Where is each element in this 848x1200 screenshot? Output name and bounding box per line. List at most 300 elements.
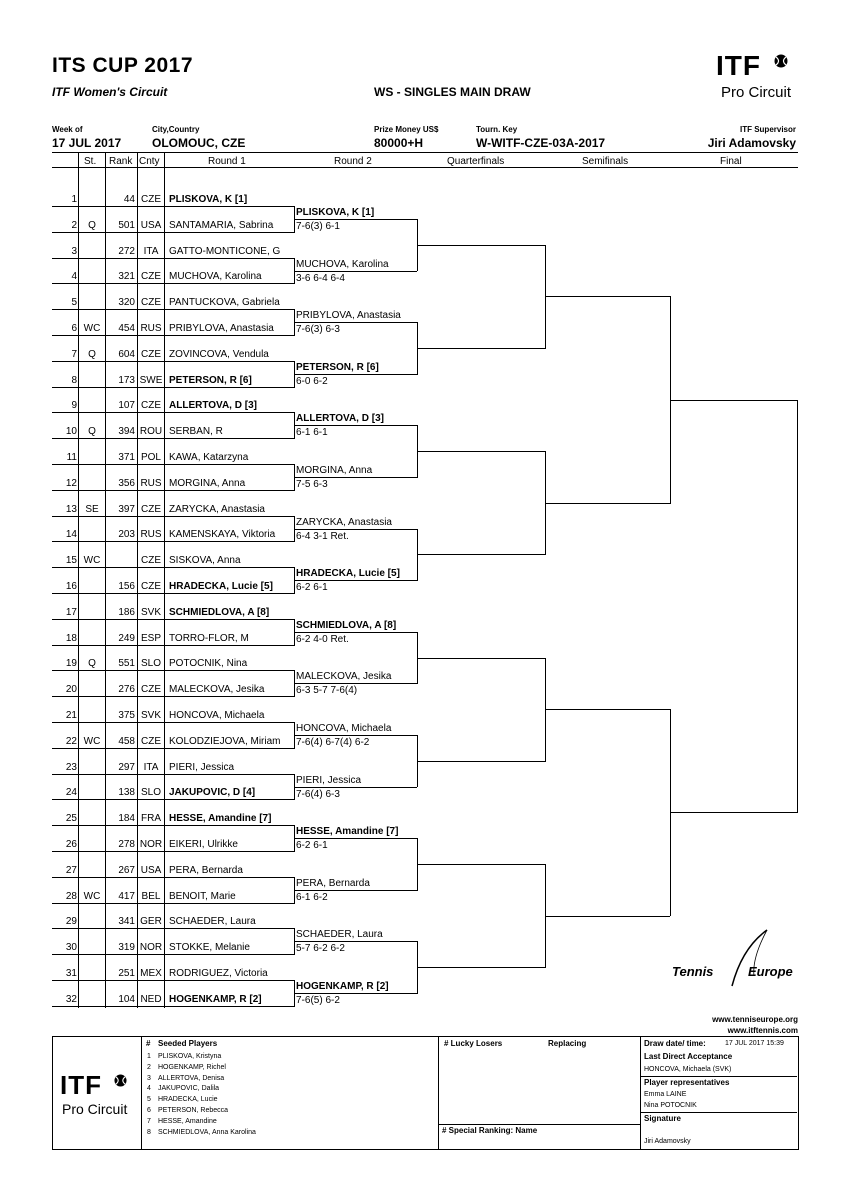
player-name[interactable]: PETERSON, R [6] bbox=[169, 374, 252, 386]
player-name[interactable]: BENOIT, Marie bbox=[169, 890, 236, 902]
round2-winner[interactable]: HOGENKAMP, R [2] bbox=[296, 980, 389, 992]
entry-status: Q bbox=[88, 348, 96, 360]
draw-position: 29 bbox=[65, 916, 77, 928]
player-rank: 397 bbox=[118, 503, 135, 515]
itf-logo-top bbox=[712, 52, 802, 104]
draw-position: 31 bbox=[65, 968, 77, 979]
draw-position: 1 bbox=[71, 194, 77, 205]
sf-line bbox=[545, 503, 670, 504]
entry-status: Q bbox=[88, 658, 96, 670]
footer-sep-r1 bbox=[641, 1076, 797, 1077]
player-rank: 551 bbox=[118, 658, 135, 670]
player-country: CZE bbox=[141, 581, 161, 592]
sponsor-url-2[interactable]: www.itftennis.com bbox=[727, 1026, 798, 1035]
tennis-europe-logo bbox=[672, 928, 802, 988]
r2-underline bbox=[294, 735, 417, 736]
round2-winner[interactable]: MORGINA, Anna bbox=[296, 464, 373, 476]
player-rank: 203 bbox=[118, 529, 135, 541]
player-name[interactable]: PIERI, Jessica bbox=[169, 761, 235, 773]
round2-winner[interactable]: ZARYCKA, Anastasia bbox=[296, 516, 392, 528]
sponsor-name-right: Europe bbox=[748, 964, 793, 979]
player-rank: 173 bbox=[118, 374, 135, 386]
player-country: NOR bbox=[139, 839, 163, 850]
player-name[interactable]: HESSE, Amandine [7] bbox=[169, 813, 272, 825]
player-name[interactable]: MORGINA, Anna bbox=[169, 477, 246, 489]
player-rank: 320 bbox=[118, 297, 135, 309]
r2-underline bbox=[294, 425, 417, 426]
player-name[interactable]: PANTUCKOVA, Gabriela bbox=[169, 297, 280, 309]
seed-player-name: HESSE, Amandine bbox=[158, 1117, 217, 1125]
player-country: ITA bbox=[143, 761, 159, 773]
player-rep-1: Emma LAINE bbox=[644, 1091, 687, 1098]
r1-underline bbox=[52, 309, 294, 310]
round2-winner[interactable]: PRIBYLOVA, Anastasia bbox=[296, 310, 401, 322]
r1-underline bbox=[52, 774, 294, 775]
r2-underline bbox=[294, 890, 417, 891]
round2-winner[interactable]: HONCOVA, Michaela bbox=[296, 722, 392, 734]
tennis-ball-icon bbox=[774, 54, 788, 68]
col-final: Final bbox=[720, 156, 742, 167]
week-label: Week of bbox=[52, 125, 83, 134]
draw-position: 6 bbox=[71, 323, 77, 334]
draw-position: 8 bbox=[71, 374, 77, 386]
player-country: CZE bbox=[141, 297, 161, 309]
draw-position: 14 bbox=[65, 529, 77, 541]
draw-position: 21 bbox=[65, 710, 77, 721]
qf-line bbox=[417, 554, 545, 555]
round2-winner[interactable]: HESSE, Amandine [7] bbox=[296, 826, 399, 838]
player-country: CZE bbox=[141, 400, 161, 412]
player-rank: 104 bbox=[118, 993, 135, 1005]
r1-underline bbox=[52, 232, 294, 233]
seed-player-name: JAKUPOVIC, Dalila bbox=[158, 1085, 220, 1093]
qf-line bbox=[417, 348, 545, 349]
r1-underline bbox=[52, 387, 294, 388]
itf-logo-text-bottom: ITF bbox=[60, 1070, 102, 1100]
round2-winner[interactable]: MUCHOVA, Karolina bbox=[296, 258, 389, 270]
r1-underline bbox=[52, 593, 294, 594]
draw-position: 19 bbox=[65, 658, 77, 670]
player-rank: 186 bbox=[118, 606, 135, 618]
player-name[interactable]: POTOCNIK, Nina bbox=[169, 658, 248, 670]
player-country: CZE bbox=[141, 348, 161, 360]
seed-player-name: SCHMIEDLOVA, Anna Karolina bbox=[158, 1128, 256, 1136]
r2-underline bbox=[294, 219, 417, 220]
draw-date-value: 17 JUL 2017 15:39 bbox=[725, 1040, 784, 1047]
r1-underline bbox=[52, 335, 294, 336]
player-rank: 394 bbox=[118, 426, 135, 438]
pro-circuit-text-bottom: Pro Circuit bbox=[62, 1101, 128, 1117]
round2-winner[interactable]: HRADECKA, Lucie [5] bbox=[296, 568, 400, 580]
round2-score: 6-2 6-1 bbox=[296, 840, 328, 852]
round2-score: 6-3 5-7 7-6(4) bbox=[296, 685, 358, 697]
player-rank: 267 bbox=[118, 864, 135, 876]
player-name[interactable]: HRADECKA, Lucie [5] bbox=[169, 581, 273, 592]
player-reps-label: Player representatives bbox=[644, 1078, 730, 1087]
itf-logo-text: ITF bbox=[716, 50, 761, 81]
player-rank: 604 bbox=[118, 348, 135, 360]
player-name[interactable]: SERBAN, R bbox=[169, 426, 223, 438]
draw-position: 18 bbox=[65, 632, 77, 644]
seed-number: 2 bbox=[147, 1063, 151, 1071]
round2-score: 7-6(3) 6-3 bbox=[296, 324, 340, 336]
round2-score: 6-0 6-2 bbox=[296, 375, 328, 387]
col-st: St. bbox=[84, 156, 97, 167]
r1-underline bbox=[52, 903, 294, 904]
player-name[interactable]: PRIBYLOVA, Anastasia bbox=[169, 323, 274, 334]
player-rank: 44 bbox=[123, 194, 135, 205]
r1-underline bbox=[52, 438, 294, 439]
r1-underline bbox=[52, 799, 294, 800]
draw-position: 15 bbox=[65, 555, 77, 567]
draw-position: 24 bbox=[65, 787, 77, 799]
player-country: SWE bbox=[139, 374, 163, 386]
player-country: POL bbox=[140, 452, 161, 463]
seeded-title: Seeded Players bbox=[158, 1039, 218, 1048]
col-cnty: Cnty bbox=[139, 156, 160, 167]
supervisor-label: ITF Supervisor bbox=[739, 125, 796, 134]
player-name[interactable]: JAKUPOVIC, D [4] bbox=[169, 787, 256, 799]
r1-underline bbox=[52, 516, 294, 517]
player-country: USA bbox=[140, 219, 162, 231]
player-country: ITA bbox=[143, 245, 159, 257]
r1-underline bbox=[52, 722, 294, 723]
seed-number: 6 bbox=[147, 1107, 151, 1114]
player-rank: 371 bbox=[118, 452, 135, 463]
player-name[interactable]: SCHAEDER, Laura bbox=[169, 916, 256, 928]
draw-position: 10 bbox=[65, 426, 77, 438]
week-value: 17 JUL 2017 bbox=[52, 136, 122, 150]
player-country: SLO bbox=[140, 658, 161, 670]
footer-sep-3 bbox=[640, 1036, 641, 1149]
player-name[interactable]: SANTAMARIA, Sabrina bbox=[169, 219, 274, 231]
r1-underline bbox=[52, 928, 294, 929]
draw-position: 11 bbox=[66, 452, 77, 463]
player-name[interactable]: STOKKE, Melanie bbox=[169, 942, 250, 954]
round2-winner[interactable]: SCHAEDER, Laura bbox=[296, 929, 383, 941]
player-name[interactable]: EIKERI, Ulrikke bbox=[169, 839, 238, 850]
footer-sep-1 bbox=[141, 1036, 142, 1149]
entry-status: Q bbox=[88, 426, 96, 438]
player-country: USA bbox=[140, 864, 162, 876]
player-country: CZE bbox=[141, 684, 161, 696]
footer-sep-ll bbox=[439, 1124, 640, 1125]
r1-underline bbox=[52, 412, 294, 413]
city-label: City,Country bbox=[152, 125, 200, 134]
entry-status: Q bbox=[88, 219, 96, 231]
round2-score: 6-2 4-0 Ret. bbox=[296, 633, 349, 645]
champion-line bbox=[797, 606, 798, 607]
player-name[interactable]: MALECKOVA, Jesika bbox=[169, 684, 265, 696]
r1-underline bbox=[52, 206, 294, 207]
player-rank: 375 bbox=[118, 710, 135, 721]
draw-position: 17 bbox=[65, 606, 77, 618]
itf-logo-bottom bbox=[56, 1072, 138, 1122]
player-country: RUS bbox=[140, 477, 162, 489]
entry-status: WC bbox=[83, 890, 101, 902]
r2-underline bbox=[294, 787, 417, 788]
round2-score: 3-6 6-4 6-4 bbox=[296, 272, 345, 284]
round2-score: 7-6(5) 6-2 bbox=[296, 994, 340, 1006]
player-name[interactable]: KAMENSKAYA, Viktoria bbox=[169, 529, 276, 541]
r1-underline bbox=[52, 980, 294, 981]
r1-underline bbox=[52, 748, 294, 749]
final-line bbox=[670, 400, 797, 401]
player-country: GER bbox=[140, 916, 162, 928]
seed-player-name: HRADECKA, Lucie bbox=[158, 1096, 218, 1104]
draw-position: 32 bbox=[65, 993, 77, 1005]
r2-underline bbox=[294, 580, 417, 581]
draw-name: WS - SINGLES MAIN DRAW bbox=[374, 85, 531, 99]
round2-score: 6-2 6-1 bbox=[296, 582, 328, 594]
player-name[interactable]: SCHMIEDLOVA, A [8] bbox=[169, 606, 270, 618]
draw-position: 22 bbox=[65, 735, 77, 747]
player-country: ESP bbox=[140, 632, 161, 644]
qf-line bbox=[417, 245, 545, 246]
qf-line bbox=[417, 864, 545, 865]
prize-label: Prize Money US$ bbox=[374, 125, 439, 134]
r1-underline bbox=[52, 619, 294, 620]
round2-score: 7-6(3) 6-1 bbox=[296, 220, 340, 232]
r1-underline bbox=[52, 490, 294, 491]
round2-score: 7-6(4) 6-7(4) 6-2 bbox=[296, 736, 370, 748]
r1-underline bbox=[52, 670, 294, 671]
r2-underline bbox=[294, 529, 417, 530]
player-name[interactable]: HONCOVA, Michaela bbox=[169, 710, 265, 721]
swoosh-icon bbox=[712, 928, 772, 988]
player-rank: 356 bbox=[118, 477, 135, 489]
player-rank: 156 bbox=[118, 581, 135, 592]
player-rank: 458 bbox=[118, 735, 135, 747]
player-rank: 138 bbox=[118, 787, 135, 799]
signature-label: Signature bbox=[644, 1114, 681, 1123]
player-rank: 341 bbox=[118, 916, 135, 928]
r2-underline bbox=[294, 838, 417, 839]
sponsor-name-left: Tennis bbox=[672, 964, 714, 979]
seed-player-name: PLISKOVA, Kristyna bbox=[158, 1053, 222, 1060]
player-rank: 501 bbox=[118, 219, 135, 231]
player-rank: 107 bbox=[118, 400, 135, 412]
player-name[interactable]: RODRIGUEZ, Victoria bbox=[169, 968, 268, 979]
col-rank: Rank bbox=[109, 156, 133, 167]
player-name[interactable]: ZARYCKA, Anastasia bbox=[169, 503, 265, 515]
player-name[interactable]: MUCHOVA, Karolina bbox=[169, 271, 262, 283]
r1-underline bbox=[52, 645, 294, 646]
draw-position: 9 bbox=[71, 400, 77, 412]
draw-position: 25 bbox=[65, 813, 77, 825]
signature-value: Jiri Adamovsky bbox=[644, 1138, 691, 1145]
player-name[interactable]: KOLODZIEJOVA, Miriam bbox=[169, 735, 281, 747]
r1-underline bbox=[52, 464, 294, 465]
supervisor-value: Jiri Adamovsky bbox=[707, 136, 796, 150]
player-rank: 454 bbox=[118, 323, 135, 334]
seed-number: 8 bbox=[147, 1128, 151, 1136]
entry-status: WC bbox=[83, 555, 101, 567]
player-country: SVK bbox=[140, 710, 161, 721]
r2-underline bbox=[294, 683, 417, 684]
round2-score: 6-4 3-1 Ret. bbox=[296, 530, 349, 542]
player-country: SLO bbox=[140, 787, 161, 799]
draw-position: 5 bbox=[71, 297, 77, 309]
round2-winner[interactable]: PERA, Bernarda bbox=[296, 877, 370, 889]
round2-winner[interactable]: PETERSON, R [6] bbox=[296, 361, 379, 373]
special-ranking-label: # Special Ranking: Name bbox=[442, 1126, 538, 1135]
player-country: CZE bbox=[141, 555, 161, 567]
tennis-ball-icon-bottom bbox=[114, 1074, 127, 1087]
player-rank: 297 bbox=[118, 761, 135, 773]
circuit-subtitle: ITF Women's Circuit bbox=[52, 85, 168, 99]
player-country: MEX bbox=[140, 968, 162, 979]
col-round2: Round 2 bbox=[334, 156, 372, 167]
tourn-key-value: W-WITF-CZE-03A-2017 bbox=[476, 136, 606, 150]
seed-player-name: HOGENKAMP, Richel bbox=[158, 1063, 226, 1071]
seed-number: 5 bbox=[147, 1096, 151, 1104]
r1-underline bbox=[52, 696, 294, 697]
draw-position: 23 bbox=[65, 761, 77, 773]
player-name[interactable]: ALLERTOVA, D [3] bbox=[169, 400, 257, 412]
round2-score: 7-6(4) 6-3 bbox=[296, 788, 340, 800]
round2-score: 5-7 6-2 6-2 bbox=[296, 943, 345, 955]
player-country: BEL bbox=[141, 890, 161, 902]
table-sep-1 bbox=[78, 153, 79, 1008]
player-country: NED bbox=[140, 993, 162, 1005]
player-name[interactable]: GATTO-MONTICONE, G bbox=[169, 245, 281, 257]
r2-underline bbox=[294, 374, 417, 375]
round2-score: 6-1 6-1 bbox=[296, 427, 328, 439]
draw-position: 4 bbox=[71, 271, 77, 283]
player-rank: 276 bbox=[118, 684, 135, 696]
seed-number: 1 bbox=[147, 1053, 151, 1060]
prize-value: 80000+H bbox=[374, 136, 424, 150]
r2-underline bbox=[294, 477, 417, 478]
player-rank: 278 bbox=[118, 839, 135, 850]
last-direct-label: Last Direct Acceptance bbox=[644, 1052, 733, 1061]
player-rank: 319 bbox=[118, 942, 135, 954]
round2-winner[interactable]: ALLERTOVA, D [3] bbox=[296, 413, 384, 425]
seed-number: 4 bbox=[147, 1085, 151, 1093]
player-country: NOR bbox=[139, 942, 163, 954]
seed-number: 3 bbox=[147, 1074, 151, 1082]
footer-sep-2 bbox=[438, 1036, 439, 1149]
footer-sep-r2 bbox=[641, 1112, 797, 1113]
player-name[interactable]: TORRO-FLOR, M bbox=[169, 632, 249, 644]
draw-position: 28 bbox=[65, 890, 77, 902]
col-semifinals: Semifinals bbox=[582, 156, 629, 167]
draw-position: 26 bbox=[65, 839, 77, 850]
col-round1: Round 1 bbox=[208, 156, 246, 167]
seeded-hash: # bbox=[146, 1039, 151, 1048]
round2-score: 6-1 6-2 bbox=[296, 891, 328, 903]
player-rank: 321 bbox=[118, 271, 135, 283]
r1-underline bbox=[52, 541, 294, 542]
player-rank: 251 bbox=[118, 968, 135, 979]
r1-underline bbox=[52, 283, 294, 284]
player-name[interactable]: HOGENKAMP, R [2] bbox=[169, 993, 262, 1005]
qf-line bbox=[417, 967, 545, 968]
seed-number: 7 bbox=[147, 1117, 151, 1125]
player-country: CZE bbox=[141, 194, 161, 205]
r2-underline bbox=[294, 941, 417, 942]
entry-status: WC bbox=[83, 735, 101, 747]
r1-underline bbox=[52, 258, 294, 259]
r1-underline bbox=[52, 567, 294, 568]
player-name[interactable]: PLISKOVA, K [1] bbox=[169, 194, 248, 205]
entry-status: SE bbox=[85, 503, 99, 515]
qf-line bbox=[417, 658, 545, 659]
player-name[interactable]: PERA, Bernarda bbox=[169, 864, 243, 876]
draw-position: 30 bbox=[65, 942, 77, 954]
qf-line bbox=[417, 451, 545, 452]
round2-score: 7-5 6-3 bbox=[296, 478, 328, 490]
player-country: ROU bbox=[139, 426, 163, 438]
draw-position: 20 bbox=[65, 684, 77, 696]
player-country: CZE bbox=[141, 503, 161, 515]
r1-underline bbox=[52, 825, 294, 826]
player-rank: 249 bbox=[118, 632, 135, 644]
qf-line bbox=[417, 761, 545, 762]
pro-circuit-text: Pro Circuit bbox=[721, 84, 792, 101]
player-name[interactable]: KAWA, Katarzyna bbox=[169, 452, 249, 463]
lucky-losers-label: # Lucky Losers bbox=[444, 1039, 503, 1048]
r2-underline bbox=[294, 993, 417, 994]
entry-status: WC bbox=[83, 323, 101, 334]
draw-position: 27 bbox=[65, 864, 77, 876]
r2-underline bbox=[294, 271, 417, 272]
sf-line bbox=[545, 296, 670, 297]
draw-position: 16 bbox=[65, 581, 77, 592]
player-rank: 184 bbox=[118, 813, 135, 825]
last-direct-value: HONCOVA, Michaela (SVK) bbox=[644, 1066, 732, 1073]
player-rank: 417 bbox=[118, 890, 135, 902]
r2-underline bbox=[294, 322, 417, 323]
r1-underline bbox=[52, 954, 294, 955]
city-value: OLOMOUC, CZE bbox=[152, 136, 246, 150]
player-rep-2: Nina POTOCNIK bbox=[644, 1102, 697, 1109]
draw-position: 12 bbox=[65, 477, 77, 489]
round2-winner[interactable]: PIERI, Jessica bbox=[296, 774, 362, 786]
draw-date-label: Draw date/ time: bbox=[644, 1039, 706, 1048]
tourn-key-label: Tourn. Key bbox=[476, 125, 518, 134]
col-quarterfinals: Quarterfinals bbox=[447, 156, 505, 167]
round2-winner[interactable]: PLISKOVA, K [1] bbox=[296, 206, 375, 218]
round2-winner[interactable]: MALECKOVA, Jesika bbox=[296, 671, 392, 683]
sf-line bbox=[545, 709, 670, 710]
draw-position: 3 bbox=[71, 245, 77, 257]
player-country: RUS bbox=[140, 529, 162, 541]
player-country: RUS bbox=[140, 323, 162, 334]
seed-player-name: ALLERTOVA, Denisa bbox=[158, 1074, 225, 1082]
table-sep-4 bbox=[164, 153, 165, 1008]
player-rank: 272 bbox=[118, 245, 135, 257]
r1-underline bbox=[52, 851, 294, 852]
tournament-title: ITS CUP 2017 bbox=[52, 54, 194, 77]
r1-underline bbox=[52, 361, 294, 362]
replacing-label: Replacing bbox=[548, 1039, 587, 1048]
sponsor-url-1[interactable]: www.tenniseurope.org bbox=[712, 1015, 798, 1024]
round2-winner[interactable]: SCHMIEDLOVA, A [8] bbox=[296, 619, 397, 631]
r1-underline bbox=[52, 877, 294, 878]
r2-underline bbox=[294, 632, 417, 633]
player-name[interactable]: ZOVINCOVA, Vendula bbox=[169, 348, 269, 360]
player-country: SVK bbox=[140, 606, 161, 618]
player-country: CZE bbox=[141, 735, 161, 747]
player-name[interactable]: SISKOVA, Anna bbox=[169, 555, 241, 567]
seed-player-name: PETERSON, Rebecca bbox=[158, 1107, 229, 1114]
r1-underline bbox=[52, 1006, 294, 1007]
draw-position: 13 bbox=[65, 503, 77, 515]
player-country: FRA bbox=[141, 813, 161, 825]
draw-position: 2 bbox=[71, 219, 77, 231]
